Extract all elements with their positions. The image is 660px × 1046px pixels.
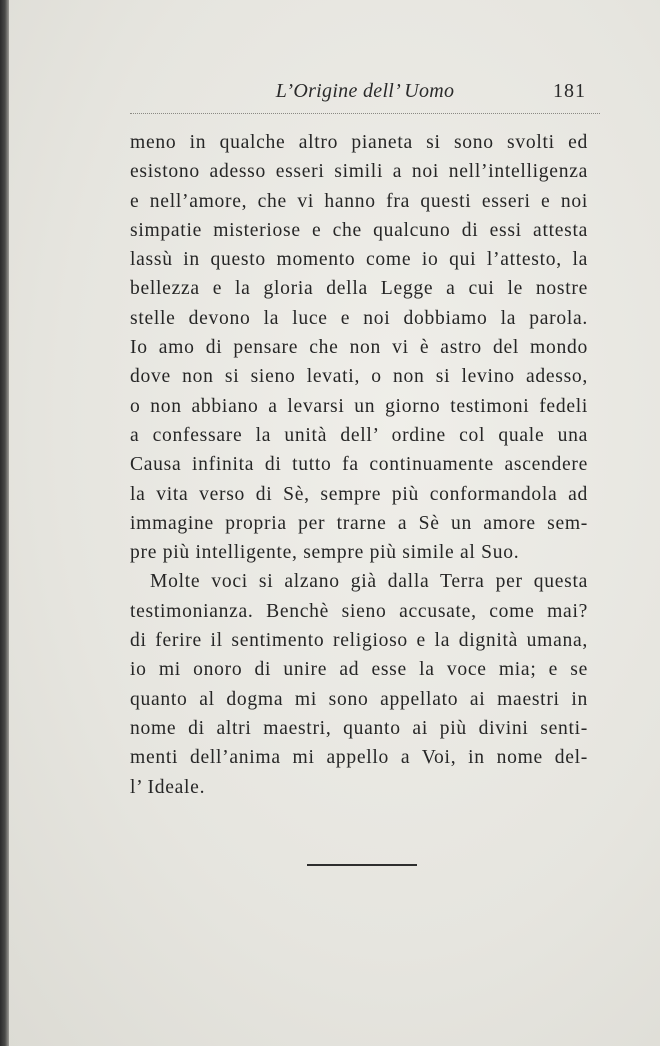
text-line: Io amo di pensare che non vi è astro del mondo	[130, 337, 588, 359]
text-line: quanto al dogma mi sono appellato ai maestri in	[130, 688, 588, 710]
text-line: testimonianza. Benchè sieno accusate, come mai?	[130, 600, 588, 622]
text-line: lassù in questo momento come io qui l’attesto, la	[130, 249, 588, 271]
running-head	[130, 78, 600, 108]
text-line: pre più intelligente, sempre più simile al Suo.	[130, 542, 520, 564]
body-text	[130, 128, 588, 802]
text-line: di ferire il sentimento religioso e la dignità umana,	[130, 630, 588, 652]
page-number: 181	[553, 80, 586, 102]
text-line: meno in qualche altro pianeta si sono svolti ed	[130, 132, 588, 153]
text-line: io mi onoro di unire ad esse la voce mia; e se	[130, 659, 588, 681]
text-line: simpatie misteriose e che qualcuno di essi attesta	[130, 219, 588, 241]
header-rule	[130, 113, 600, 114]
text-line: immagine propria per trarne a Sè un amore sem-	[130, 512, 588, 534]
text-line: a confessare la unità dell’ ordine col quale una	[130, 424, 588, 446]
text-line: la vita verso di Sè, sempre più conformandola ad	[130, 483, 588, 505]
text-line: o non abbiano a levarsi un giorno testimoni fedeli	[130, 395, 588, 417]
paragraph-1	[130, 128, 588, 567]
binding-edge	[0, 0, 9, 1046]
text-line: nome di altri maestri, quanto ai più divini senti-	[130, 717, 588, 739]
text-line: menti dell’anima mi appello a Voi, in nome del-	[130, 747, 588, 769]
text-line: e nell’amore, che vi hanno fra questi esseri e noi	[130, 190, 588, 212]
text-line: Causa infinita di tutto fa continuamente ascendere	[130, 454, 588, 476]
text-line: bellezza e la gloria della Legge a cui le nostre	[130, 278, 588, 300]
paragraph-2	[130, 567, 588, 801]
text-line: Molte voci si alzano già dalla Terra per questa	[150, 571, 588, 593]
text-line: esistono adesso esseri simili a noi nell’intelligenza	[130, 161, 588, 183]
text-line: dove non si sieno levati, o non si levino adesso,	[130, 366, 588, 388]
running-title: L’Origine dell’ Uomo	[275, 80, 455, 102]
text-line: stelle devono la luce e noi dobbiamo la parola.	[130, 307, 588, 329]
end-rule	[307, 864, 417, 866]
text-line: l’ Ideale.	[130, 776, 206, 798]
